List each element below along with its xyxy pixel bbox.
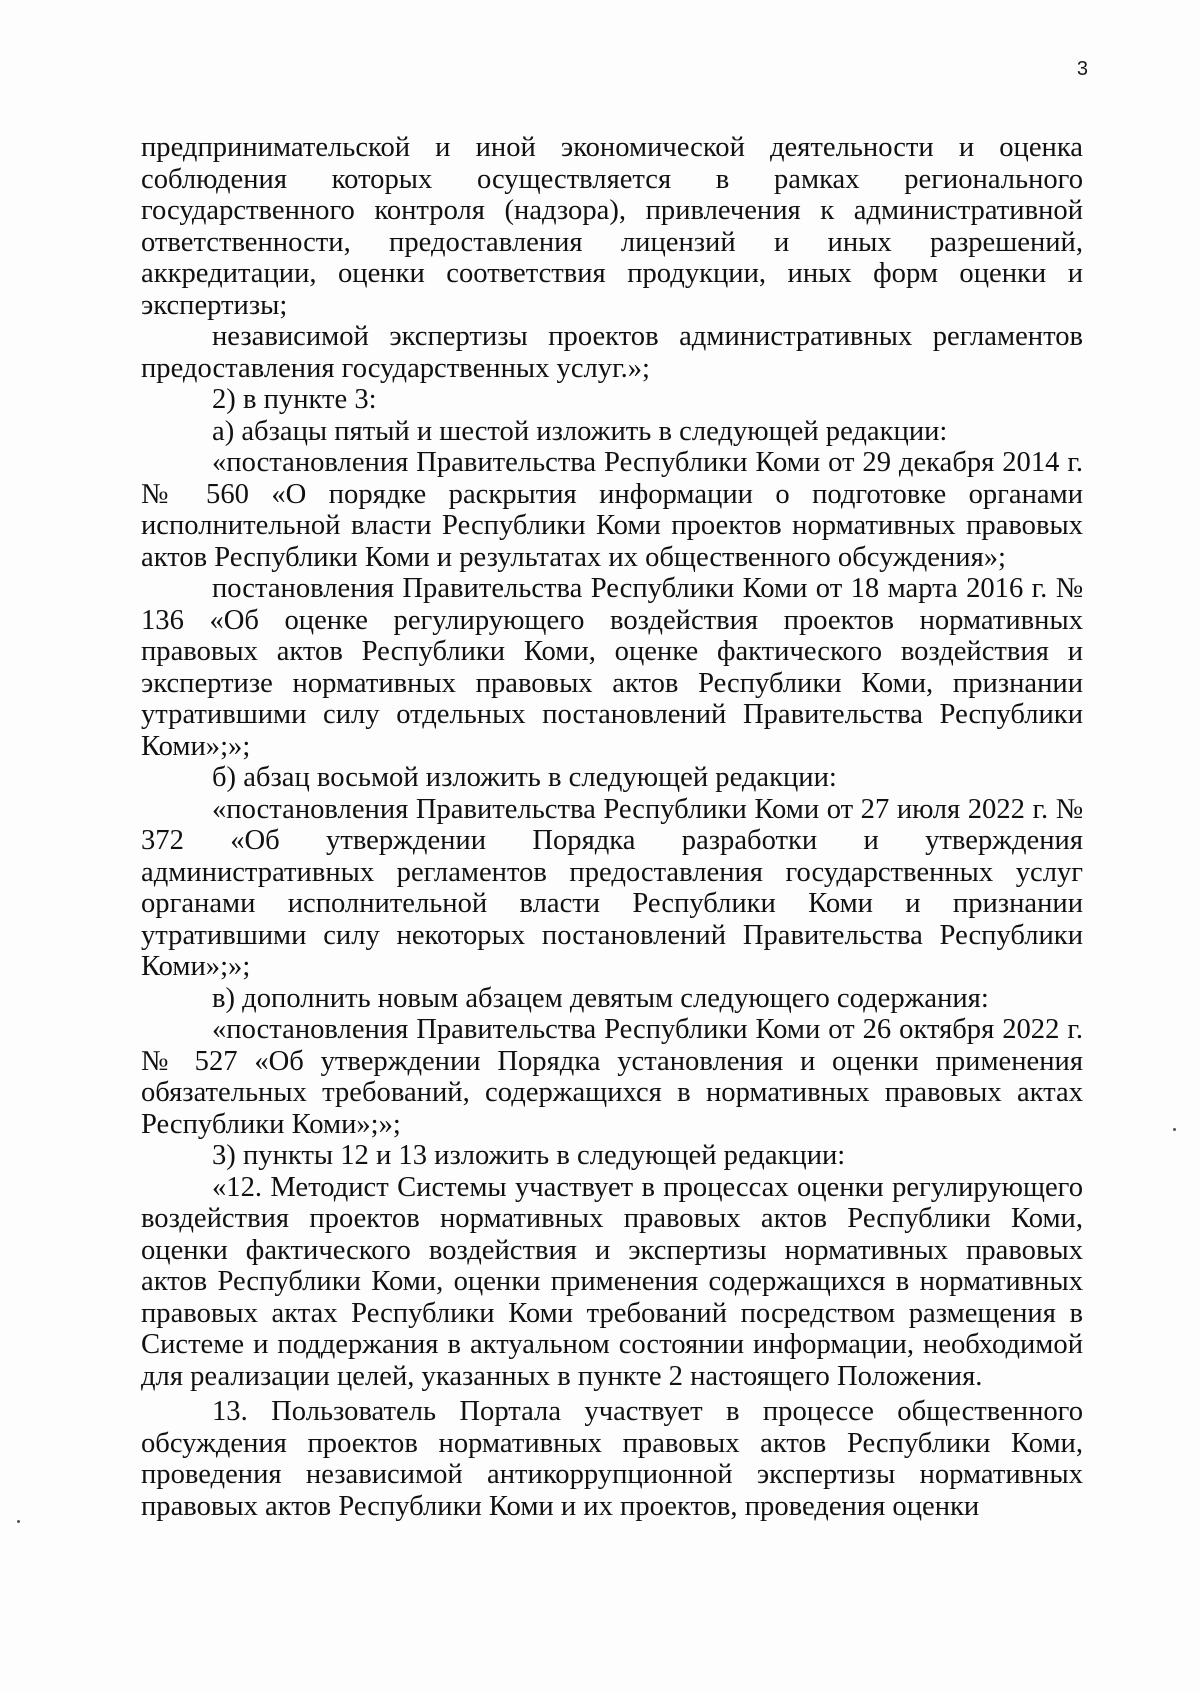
paragraph-subitem-b: б) абзац восьмой изложить в следующей редакции:	[212, 762, 837, 793]
paragraph-point-12: «12. Методист Системы участвует в процессах оценки регулирующего воздействия проектов нормативных правовых актов Республики Коми, оценки фактического воздействия и экспертизы нормативных правовых актов Республики Коми, оценки применения содержащихся в нормативных правовых актах Республики Коми требований посредством размещения в Системе и поддержания в актуальном состоянии информации, необходимой для реализации целей, указанных в пункте 2 настоящего Положения.	[141, 1171, 1083, 1392]
document-body	[141, 132, 1083, 1522]
paragraph-resolution-372: «постановления Правительства Республики Коми от 27 июля 2022 г. № 372 «Об утверждении Порядка разработки и утверждения административных регламентов предоставления государственных услуг органами исполнительной власти Республики Коми и признании утратившими силу некоторых постановлений Правительства Республики Коми»;»;	[141, 793, 1083, 982]
paragraph-subitem-v: в) дополнить новым абзацем девятым следующего содержания:	[212, 982, 989, 1014]
paragraph-item-3: 3) пункты 12 и 13 изложить в следующей редакции:	[212, 1140, 846, 1171]
paragraph-resolution-136: постановления Правительства Республики Коми от 18 марта 2016 г. № 136 «Об оценке регулирующего воздействия проектов нормативных правовых актов Республики Коми, оценке фактического воздействия и экспертизе нормативных правовых актов Республики Коми, признании утратившими силу отдельных постановлений Правительства Республики Коми»;»;	[141, 573, 1083, 762]
paragraph-resolution-527: «постановления Правительства Республики Коми от 26 октября 2022 г. № 527 «Об утверждении Порядка установления и оценки применения обязательных требований, содержащихся в нормативных правовых актах Республики Коми»;»;	[141, 1014, 1083, 1140]
scan-speck	[1173, 1128, 1176, 1131]
paragraph-continuation: предпринимательской и иной экономической деятельности и оценка соблюдения которых осуществляется в рамках регионального государственного контроля (надзора), привлечения к административной ответственности, предоставления лицензий и иных разрешений, аккредитации, оценки соответствия продукции, иных форм оценки и экспертизы;	[141, 132, 1083, 321]
paragraph-subitem-a: а) абзацы пятый и шестой изложить в следующей редакции:	[212, 415, 948, 447]
paragraph-item-2: 2) в пункте 3:	[212, 384, 377, 415]
paragraph-point-13: 13. Пользователь Портала участвует в процессе общественного обсуждения проектов нормативных правовых актов Республики Коми, проведения независимой антикоррупционной экспертизы нормативных правовых актов Республики Коми и их проектов, проведения оценки	[141, 1396, 1083, 1522]
page-number: 3	[1076, 58, 1088, 80]
paragraph-resolution-560: «постановления Правительства Республики Коми от 29 декабря 2014 г. № 560 «О порядке раскрытия информации о подготовке органами исполнительной власти Республики Коми проектов нормативных правовых актов Республики Коми и результатах их общественного обсуждения»;	[141, 447, 1083, 573]
scan-speck	[17, 1520, 20, 1523]
paragraph-independent-expertise: независимой экспертизы проектов административных регламентов предоставления государственных услуг.»;	[141, 321, 1083, 384]
